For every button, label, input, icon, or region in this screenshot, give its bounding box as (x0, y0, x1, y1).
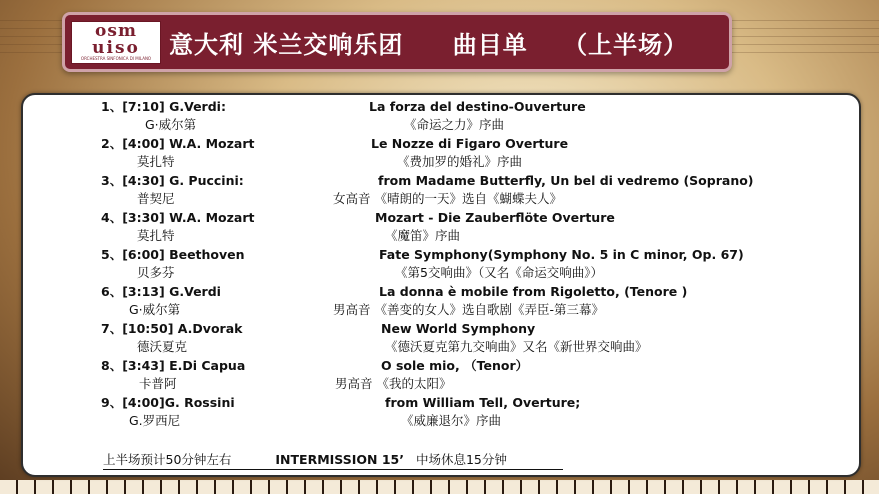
program-item-work-cn: 《命运之力》序曲 (404, 117, 505, 132)
intermission-footer (103, 450, 563, 470)
program-item-number: 8、[3:43] E.Di Capua (101, 358, 246, 373)
program-item-composer-cn: 贝多芬 (137, 265, 175, 280)
intermission-label: INTERMISSION 15’ (275, 452, 404, 467)
title-program: 曲目单 (452, 31, 528, 59)
program-item-composer-cn: 普契尼 (137, 191, 175, 206)
program-item-work: New World Symphony (381, 321, 536, 336)
program-item-work: from William Tell, Overture; (385, 395, 581, 410)
header-banner (62, 12, 732, 72)
program-item-number: 2、[4:00] W.A. Mozart (101, 136, 255, 151)
program-item-work-cn: 男高音 《善变的女人》选自歌剧《弄臣-第三幕》 (333, 302, 604, 317)
logo-line-2: uiso (92, 38, 140, 58)
intermission-label-cn: 中场休息15分钟 (415, 452, 507, 467)
program-item-number: 9、[4:00]G. Rossini (101, 395, 235, 410)
program-item-work-cn: 《魔笛》序曲 (385, 228, 461, 243)
program-item-composer-cn: 莫扎特 (137, 228, 175, 243)
program-item-work-cn: 《德沃夏克第九交响曲》又名《新世界交响曲》 (385, 339, 648, 354)
program-item-composer-cn: G·威尔第 (145, 117, 197, 132)
program-card (21, 93, 861, 477)
program-item-composer-cn: G.罗西尼 (129, 413, 181, 428)
page-title (169, 25, 729, 60)
program-item-composer-cn: 莫扎特 (137, 154, 175, 169)
program-item-work-cn: 《威廉退尔》序曲 (401, 413, 502, 428)
program-item-work-cn: 女高音 《晴朗的一天》选自《蝴蝶夫人》 (333, 191, 562, 206)
program-item-work: Le Nozze di Figaro Overture (371, 136, 569, 151)
program-item-composer-cn: G·威尔第 (129, 302, 181, 317)
orchestra-logo (71, 21, 161, 64)
program-item-number: 6、[3:13] G.Verdi (101, 284, 221, 299)
program-item-number: 1、[7:10] G.Verdi: (101, 99, 226, 114)
program-item-number: 7、[10:50] A.Dvorak (101, 321, 243, 336)
title-orchestra: 意大利 米兰交响乐团 (169, 31, 404, 59)
program-item-composer-cn: 卡普阿 (139, 376, 177, 391)
program-item-composer-cn: 德沃夏克 (137, 339, 188, 354)
program-item-work-cn: 《第5交响曲》（又名《命运交响曲》） (395, 265, 603, 280)
duration-estimate: 上半场预计50分钟左右 (103, 452, 232, 467)
program-item-number: 3、[4:30] G. Puccini: (101, 173, 244, 188)
program-item-work: from Madame Butterfly, Un bel di vedremo (Soprano) (378, 173, 754, 188)
program-item-work: Fate Symphony(Symphony No. 5 in C minor, Op. 67) (379, 247, 744, 262)
logo-line-1: osm (95, 21, 137, 41)
program-item-work: La forza del destino-Ouverture (369, 99, 586, 114)
program-item-work: O sole mio, （Tenor） (381, 358, 529, 373)
program-item-work-cn: 《费加罗的婚礼》序曲 (397, 154, 523, 169)
title-half: （上半场） (563, 31, 689, 59)
program-item-work: La donna è mobile from Rigoletto, (Tenore ) (379, 284, 688, 299)
program-item-number: 5、[6:00] Beethoven (101, 247, 245, 262)
piano-keys-decoration (0, 480, 879, 494)
program-item-number: 4、[3:30] W.A. Mozart (101, 210, 255, 225)
program-item-work-cn: 男高音 《我的太阳》 (335, 376, 452, 391)
logo-line-3: ORCHESTRA SINFONICA DI MILANO (80, 56, 152, 61)
program-item-work: Mozart - Die Zauberflöte Overture (375, 210, 615, 225)
